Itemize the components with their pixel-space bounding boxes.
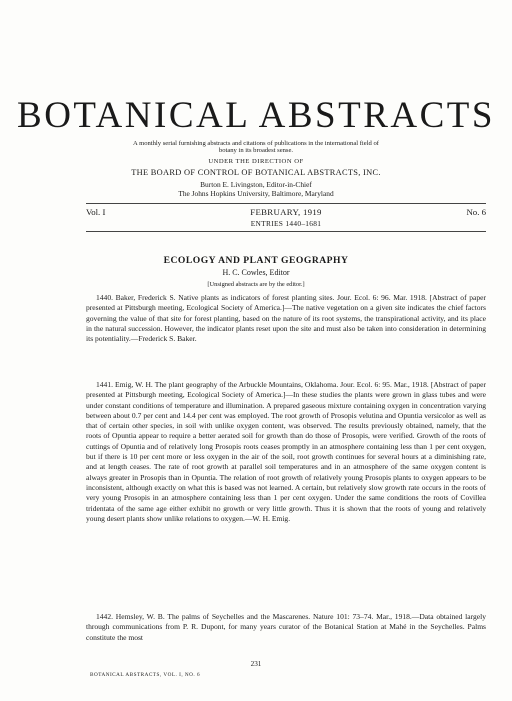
entries-range: ENTRIES 1440–1681	[250, 219, 322, 228]
section-editor: H. C. Cowles, Editor	[222, 268, 290, 277]
board-of-control: THE BOARD OF CONTROL OF BOTANICAL ABSTRACTS, INC.	[131, 168, 381, 177]
journal-title: BOTANICAL ABSTRACTS	[17, 95, 495, 136]
section-title: ECOLOGY AND PLANT GEOGRAPHY	[163, 255, 349, 266]
abstract-entry-1442	[86, 612, 486, 643]
unsigned-note: [Unsigned abstracts are by the editor.]	[207, 281, 305, 288]
abstract-text: 1440. Baker, Frederick S. Native plants as indicators of forest planting sites. Jour. Ecol. 6: 96. Mar. 1918. [Abstract of paper presented at Pittsburgh meeting, Ecological Society of America.]—The native vegetation on a given site indicates the chief factors governing the value of that site for forest planting, based on the nature of its root systems, the transpirational activity, and its place in the natural succession. However, the indicator plants reset upon the site and must also be taken into consideration in determining its potentiality.—Frederick S. Baker.	[86, 293, 486, 344]
abstract-entry-1440	[86, 293, 486, 344]
abstract-text: 1441. Emig, W. H. The plant geography of the Arbuckle Mountains, Oklahoma. Jour. Ecol. 6: 95. Mar., 1918. [Abstract of paper presented at Pittsburgh meeting, Ecological Society of America.]—In these studies the plants were grown in glass tubes and were under constant conditions of temperature and illumination. A prepared gaseous mixture containing oxygen in concentration varying between about 0.7 per cent and 14.4 per cent was employed. The root growth of Prosopis velutina and Opuntia versicolor as well as that of certain other species, in soil with unlike oxygen content, was observed. The results previously obtained, namely, that the roots of Opuntia appear to require a better aerated soil for growth than do those of Prosopis, were verified. Growth of the roots of cuttings of Opuntia and of relatively long Prosopis roots ceases promptly in an atmosphere containing less than 1 per cent oxygen, but if there is 10 per cent more or less oxygen in the air of the soil, root growth continues for several hours at a diminishing rate, and at length ceases. The rate of root growth at parallel soil temperatures and in an atmosphere of the same oxygen content is always greater in Prosopis than in Opuntia. The relation of root growth of relatively young Prosopis plants to oxygen appears to be inconsistent, although exactly on what this is based was not learned. A certain, but relatively slow growth rate occurs in the roots of very young Prosopis in an atmosphere containing less than 1 per cent oxygen. Under the same conditions the roots of Covillea tridentata of the same age either exhibit no growth or very little growth. Thus it is shown that the roots of young and relatively young desert plants show unlike relations to oxygen.—W. H. Emig.	[86, 380, 486, 523]
abstract-text: 1442. Hemsley, W. B. The palms of Seychelles and the Mascarenes. Nature 101: 73–74. Mar., 1918.—Data obtained largely through communications from P. R. Dupont, for many years curator of the Botanical Station at Mahé in the Seychelles. Palms constitute the most	[86, 612, 486, 642]
running-footer: BOTANICAL ABSTRACTS, VOL. I, NO. 6	[90, 672, 201, 678]
abstract-entry-1441	[86, 380, 486, 524]
journal-subtitle-line-2: botany in its broadest sense.	[218, 147, 294, 154]
university-address: The Johns Hopkins University, Baltimore, Maryland	[178, 189, 334, 198]
header-rule-top	[86, 203, 486, 204]
editor-in-chief: Burton E. Livingston, Editor-in-Chief	[200, 180, 312, 189]
direction-line: UNDER THE DIRECTION OF	[208, 158, 304, 165]
volume-label: Vol. I	[86, 207, 106, 217]
issue-date: FEBRUARY, 1919	[250, 207, 322, 217]
journal-subtitle-line-1: A monthly serial furnishing abstracts and citations of publications in the international field of	[133, 140, 379, 147]
page-number: 231	[250, 660, 262, 668]
issue-number: No. 6	[466, 207, 486, 217]
header-rule-bottom	[86, 231, 486, 232]
